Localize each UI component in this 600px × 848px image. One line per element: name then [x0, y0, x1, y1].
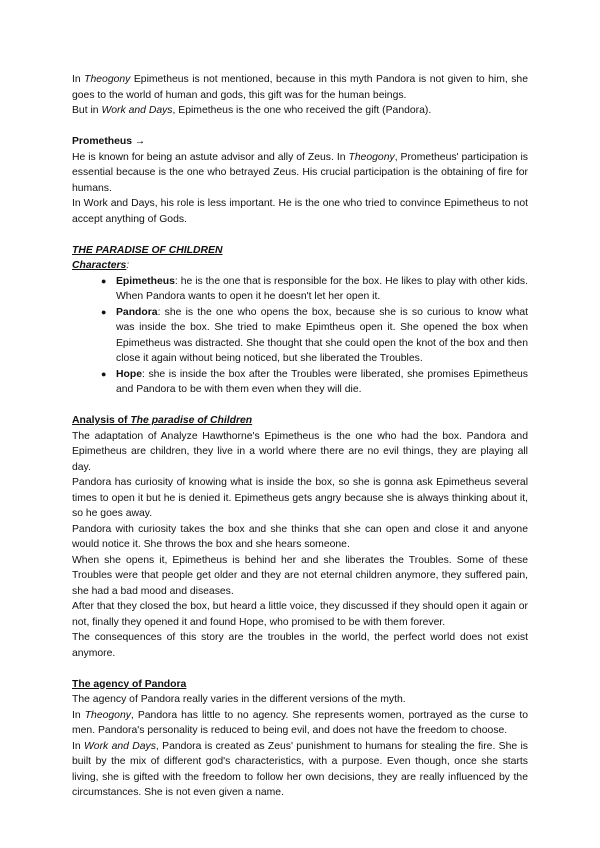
bullet-icon: ● — [101, 368, 107, 379]
analysis-paragraph: The adaptation of Analyze Hawthorne's Epimetheus is the one who had the box. Pandora and Epimetheus are children, they live in a world where there are no evil things, they are playing all day. — [72, 430, 528, 473]
list-item: ● Pandora: she is the one who opens the box, because she is so curious to know what was inside the box. She tried to make Epimtheus open it. She opened the box when Epimetheus was distracted. She thought that she could open the knot of the box and then close it again without being noticed, but she liberated the Troubles. — [101, 306, 528, 364]
characters-label: Characters: — [72, 260, 130, 271]
agency-paragraph-2: In Theogony, Pandora has little to no agency. She represents women, portrayed as the curse to men. Pandora's personality is reduced to being evil, and does not have the freedom to choose. — [72, 709, 528, 736]
agency-paragraph-3: In Work and Days, Pandora is created as Zeus' punishment to humans for stealing the fire. She is built by the mix of different god's characteristics, with a purpose. Even though, once she starts living, she is gifted with the freedom to follow her own decisions, they are really influenced by the circumstances. She is not even given a name. — [72, 740, 528, 798]
intro-paragraph-2: But in Work and Days, Epimetheus is the one who received the gift (Pandora). — [72, 105, 432, 116]
prometheus-paragraph-1: He is known for being an astute advisor and ally of Zeus. In Theogony, Prometheus' participation is essential because is the one who betrayed Zeus. His crucial participation is the obtaining of fire for humans. — [72, 151, 528, 194]
analysis-paragraph: The consequences of this story are the troubles in the world, the perfect world does not exist anymore. — [72, 632, 528, 659]
bullet-icon: ● — [101, 275, 107, 286]
analysis-paragraph: Pandora with curiosity takes the box and she thinks that she can open and close it and anyone would notice it. She throws the box and she hears someone. — [72, 523, 528, 550]
document-page — [72, 72, 528, 801]
analysis-paragraph: Pandora has curiosity of knowing what is inside the box, so she is gonna ask Epimetheus several times to open it but he is denied it. Epimetheus gets angry because she is always thinking about it, so he goes away. — [72, 477, 528, 519]
analysis-paragraph: When she opens it, Epimetheus is behind her and she liberates the Troubles. Some of these Troubles were that people get older and they are not eternal children anymore, they suffered pain, she had a bad mood and diseases. — [72, 554, 528, 597]
prometheus-paragraph-2: In Work and Days, his role is less important. He is the one who tried to convince Epimetheus to not accept anything of Gods. — [72, 198, 528, 225]
bullet-icon: ● — [101, 306, 107, 317]
list-item: ● Epimetheus: he is the one that is responsible for the box. He likes to play with other kids. When Pandora wants to open it he doesn't let her open it. — [101, 275, 528, 302]
prometheus-heading: Prometheus → — [72, 136, 146, 147]
list-item: ● Hope: she is inside the box after the Troubles were liberated, she promises Epimetheus and Pandora to be with them even when they will die. — [101, 368, 528, 395]
characters-list — [72, 274, 528, 398]
paradise-title: THE PARADISE OF CHILDREN — [72, 244, 223, 256]
intro-paragraph-1: In Theogony Epimetheus is not mentioned, because in this myth Pandora is not given to him, she goes to the world of human and gods, this gift was for the human beings. — [72, 74, 528, 101]
analysis-paragraph: After that they closed the box, but heard a little voice, they discussed if they should open it again or not, finally they opened it and found Hope, who promised to be with them forever. — [72, 601, 528, 628]
analysis-heading: Analysis of The paradise of Children — [72, 415, 253, 426]
agency-paragraph-1: The agency of Pandora really varies in the different versions of the myth. — [72, 694, 406, 705]
agency-heading: The agency of Pandora — [72, 678, 187, 690]
